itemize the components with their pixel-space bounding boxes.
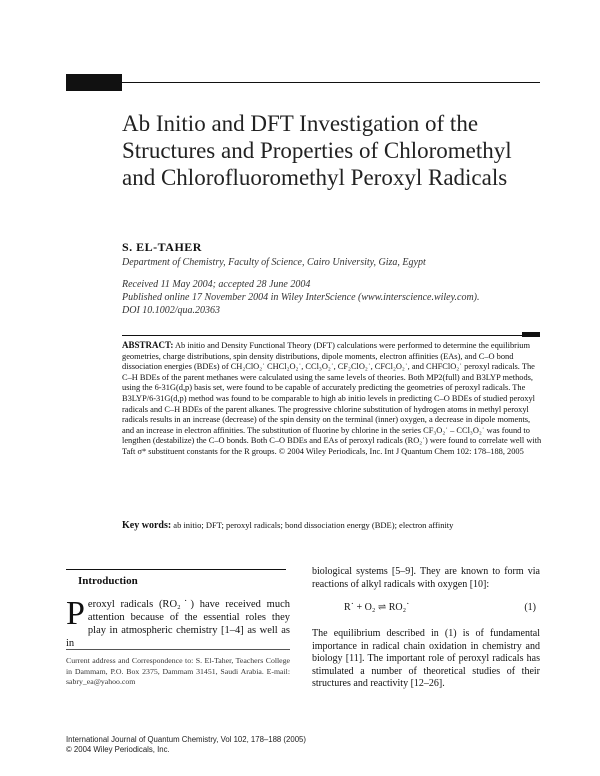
abstract-rule	[122, 335, 522, 336]
keywords-label: Key words:	[122, 520, 172, 531]
equation-number: (1)	[524, 602, 536, 613]
published-date: Published online 17 November 2004 in Wiley InterScience (www.interscience.wiley.com).	[122, 292, 480, 303]
abstract-text: Ab initio and Density Functional Theory (DFT) calculations were performed to determine the equilibrium geometries, charge distributions, spin density distributions, dipole moments, electron affinities (EAs), and C–O bond dissociation energies (BDEs) of CH₂ClO₂˙ CHCl₂O₂˙, CCl₃O₂˙, CF₂ClO₂˙, CFCl₂O₂˙, and CHFClO₂˙ peroxyl radicals. The C–H BDEs of the parent methanes were calculated using the same levels of theories. Both MP2(full) and B3LYP methods, using the 6-31G(d,p) basis set, were found to be capable of accurately predicting the geometries of peroxyl radicals. The B3LYP/6-31G(d,p) method was found to be comparable to high ab initio levels in predicting C–O BDEs of studied peroxyl radicals and C–H BDEs of the parent alkanes. The progressive chlorine substitution of hydrogen atoms in methyl peroxyl radicals results in an increase (decrease) of the spin density on the terminal (inner) oxygen, a decrease in dipole moments, and an increase in electron affinities. The substitution of fluorine by chlorine in the series CF₃O₂˙ – CCl₃O₂˙ was found to lengthen (destabilize) the C–O bonds. Both C–O BDEs and EAs of peroxyl radicals (RO₂˙) were found to correlate well with Taft σ* substituent constants for the R groups.	[122, 341, 542, 456]
intro-rule	[66, 569, 286, 570]
right-column-text-1: biological systems [5–9]. They are known to form via reactions of alkyl radicals with oxygen [10]:	[312, 566, 540, 590]
footer-copyright: © 2004 Wiley Periodicals, Inc.	[66, 745, 170, 754]
keywords	[122, 520, 542, 531]
author-name: S. EL-TAHER	[122, 240, 202, 254]
abstract	[122, 340, 542, 458]
header-rule	[122, 82, 540, 83]
equation-1	[312, 602, 540, 616]
intro-dropcap: P	[66, 595, 85, 632]
abstract-rule-tick	[522, 332, 540, 337]
page-footer	[66, 735, 366, 755]
header-black-tab	[66, 74, 122, 91]
abstract-label: ABSTRACT:	[122, 340, 174, 350]
paper-title: Ab Initio and DFT Investigation of the Structures and Properties of Chloromethyl and Chlorofluoromethyl Peroxyl Radicals	[122, 111, 512, 190]
intro-text: eroxyl radicals (RO₂˙) have received much attention because of the essential roles they play in atmospheric chemistry [1–4] as well as in	[66, 599, 290, 649]
affiliation: Department of Chemistry, Faculty of Science, Cairo University, Giza, Egypt	[122, 257, 426, 268]
publication-info	[122, 278, 552, 317]
equation-body: R˙ + O₂ ⇌ RO₂˙	[344, 602, 410, 613]
footer-journal: International Journal of Quantum Chemistry, Vol 102, 178–188 (2005)	[66, 735, 306, 744]
correspondence-note: Current address and Correspondence to: S. El-Taher, Teachers College in Dammam, P.O. Box 2375, Dammam 31451, Saudi Arabia. E-mail: sabry_ea@yahoo.com	[66, 656, 290, 686]
received-date: Received 11 May 2004; accepted 28 June 2004	[122, 279, 311, 290]
intro-paragraph	[66, 595, 290, 650]
intro-heading: Introduction	[78, 575, 138, 587]
doi: DOI 10.1002/qua.20363	[122, 305, 221, 316]
abstract-copyright: © 2004 Wiley Periodicals, Inc. Int J Quantum Chem 102: 178–188, 2005	[278, 446, 524, 456]
keywords-text: ab initio; DFT; peroxyl radicals; bond dissociation energy (BDE); electron affinity	[173, 520, 454, 530]
footnote-rule	[66, 649, 290, 650]
right-column-text-2: The equilibrium described in (1) is of fundamental importance in radical chain oxidation in chemistry and biology [11]. The important role of peroxyl radicals has stimulated a number of theoretical studies of their structures and reactivity [12–26].	[312, 628, 540, 689]
